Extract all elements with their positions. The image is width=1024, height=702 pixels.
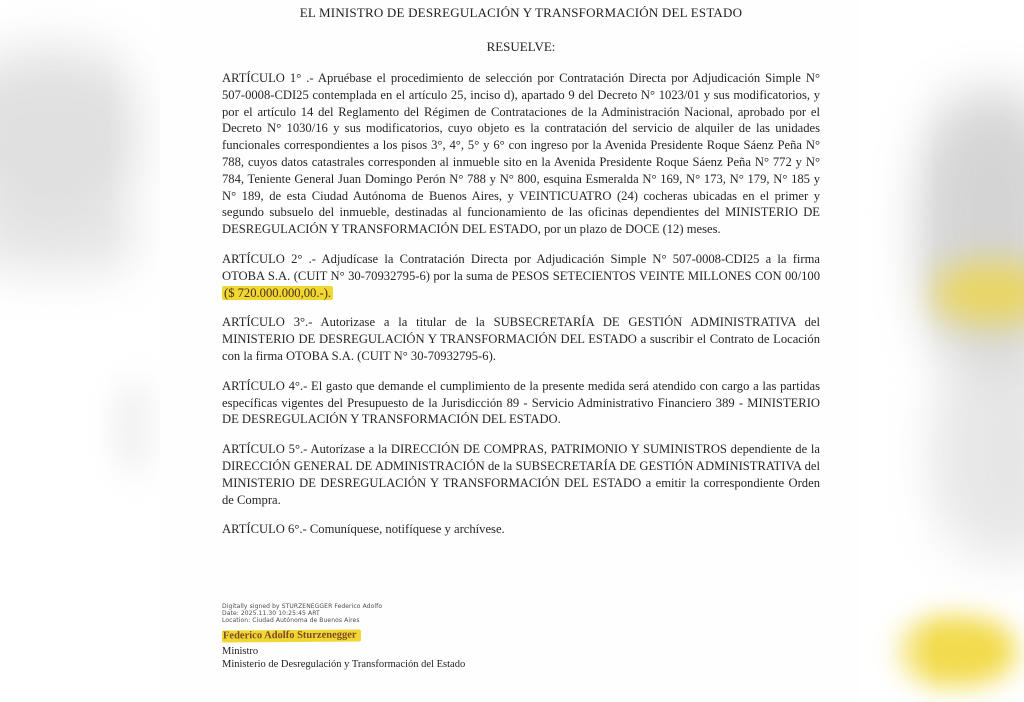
article-5-paragraph: ARTÍCULO 5°.- Autorízase a la DIRECCIÓN DE COMPRAS, PATRIMONIO Y SUMINISTROS dependiente de la DIRECCIÓN GENERAL DE ADMINISTRACIÓN de la SUBSECRETARÍA DE GESTIÓN ADMINISTRATIVA del MINISTERIO DE DESREGULACIÓN Y TRANSFORMACIÓN DEL ESTADO a emitir la correspondiente Orden de Compra. [222,442,820,507]
article-4-paragraph: ARTÍCULO 4°.- El gasto que demande el cumplimiento de la presente medida será atendido con cargo a las partidas específicas vigentes del Presupuesto de la Jurisdicción 89 - Servicio Administrativo Financiero 389 - MINISTERIO DE DESREGULACIÓN Y TRANSFORMACIÓN DEL ESTADO. [222,378,820,427]
left-blur-gray-blob-lower [118,380,163,475]
left-blur-gray-blob-top [0,50,160,220]
article-1-paragraph: ARTÍCULO 1° .- Apruébase el procedimiento de selección por Contratación Directa por Adjudicación Simple N° 507-0008-CDI25 contemplada en el artículo 25, inciso d), apartado 9 del Decreto N° 1023/01 y sus modificatorios, y por el artículo 14 del Reglamento del Régimen de Contrataciones de la Administración Nacional, aprobado por el Decreto N° 1030/16 y sus modificatorios, cuyo objeto es la contratación del servicio de alquiler de las unidades funcionales correspondientes a los pisos 3°, 4°, 5° y 6° con ingreso por la Avenida Presidente Roque Sáenz Peña N° 788, cuyos datos catastrales corresponden al inmueble sito en la Avenida Presidente Roque Sáenz Peña N° 772 y N° 784, Teniente General Juan Domingo Perón N° 788 y N° 800, esquina Esmeralda N° 169, N° 173, N° 179, N° 185 y N° 189, de esta Ciudad Autónoma de Buenos Aires, y VEINTICUATRO (24) cocheras ubicadas en el primer y segundo subsuelo del inmueble, destinadas al funcionamiento de las oficinas dependientes del MINISTERIO DE DESREGULACIÓN Y TRANSFORMACIÓN DEL ESTADO, por un plazo de DOCE (12) meses. [222,71,820,237]
right-blur-gray-blob-top [909,90,1024,370]
right-blur-yellow-blob-upper [932,262,1024,324]
right-blur-fade [849,0,1024,702]
article-3-paragraph: ARTÍCULO 3°.- Autorizase a la titular de la SUBSECRETARÍA DE GESTIÓN ADMINISTRATIVA del MINISTERIO DE DESREGULACIÓN Y TRANSFORMACIÓN DEL ESTADO a suscribir el Contrato de Locación con la firma OTOBA S.A. (CUIT N° 30-70932795-6). [222,315,820,363]
document-text-column [222,5,820,671]
right-blur-gray-blob-mid [929,345,1024,560]
article-2-paragraph [222,251,820,301]
digital-signature-line-1: Digitally signed by STURZENEGGER Federico Adolfo [222,603,383,611]
digital-signature-location-line: Location: Ciudad Autónoma de Buenos Aires [222,616,360,624]
document-page [160,0,860,702]
resolve-heading: RESUELVE: [486,39,556,54]
signer-organization: Ministerio de Desregulación y Transformación del Estado [222,658,466,670]
signer-role: Ministro [222,645,259,657]
highlighted-amount: ($ 720.000.000,00.-). [224,285,332,300]
article-6-paragraph: ARTÍCULO 6°.- Comuníquese, notifíquese y archívese. [222,522,505,537]
digital-signature-date-line: Date: 2025.11.30 10:25:45 ART [222,609,320,617]
signature-block [222,604,820,670]
document-title: EL MINISTRO DE DESREGULACIÓN Y TRANSFORMACIÓN DEL ESTADO [299,5,743,20]
signer-name-highlighted: Federico Adolfo Sturzenegger [222,629,361,642]
right-blur-decoration [849,0,1024,702]
right-blur-yellow-blob-lower [894,616,1016,686]
article-2-text: ARTÍCULO 2° .- Adjudícase la Contratación Directa por Adjudicación Simple N° 507-0008-CDI25 a la firma OTOBA S.A. (CUIT N° 30-70932795-6) por la suma de PESOS SETECIENTOS VEINTE MILLONES CON 00/100 [222,251,820,283]
left-blur-gray-blob-mid [0,195,160,275]
